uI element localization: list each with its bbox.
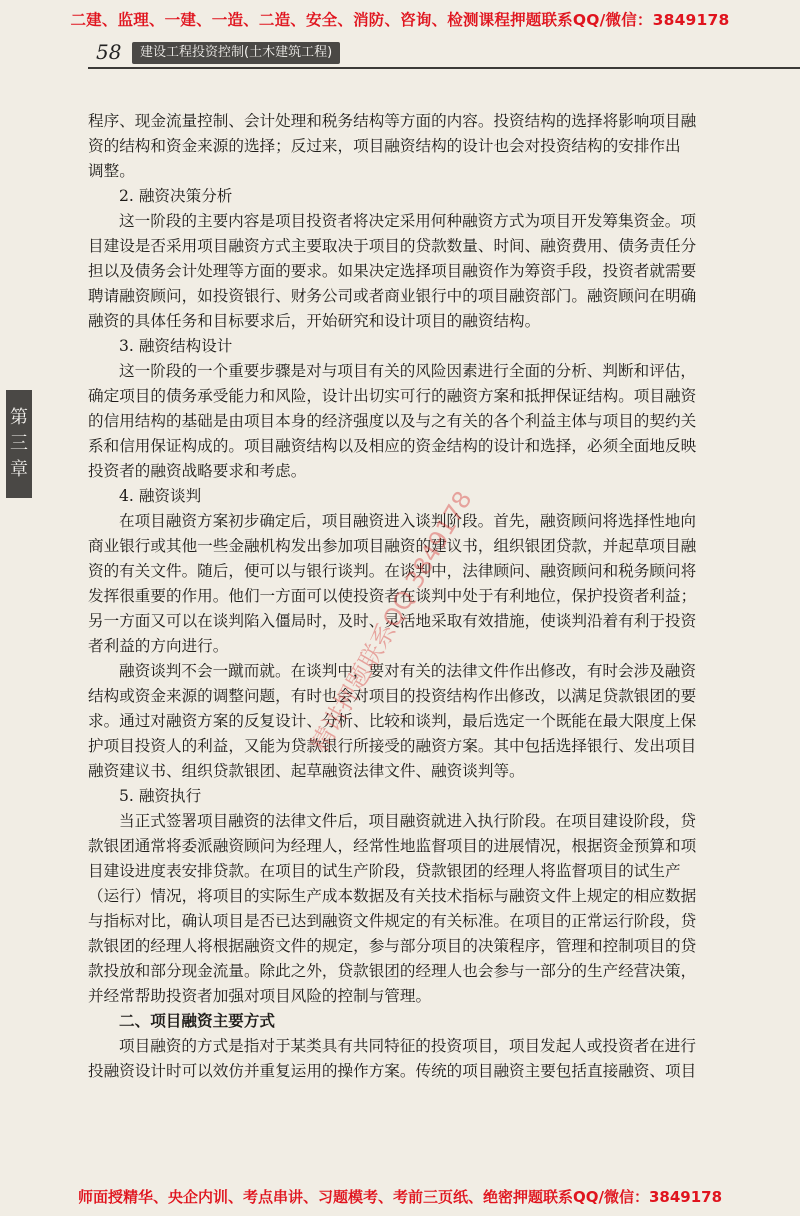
text-line: 聘请融资顾问，如投资银行、财务公司或者商业银行中的项目融资部门。融资顾问在明确: [88, 287, 697, 305]
text-line: 融资的具体任务和目标要求后，开始研究和设计项目的融资结构。: [88, 312, 541, 330]
text-line: 另一方面又可以在谈判陷入僵局时，及时、灵活地采取有效措施，使谈判沿着有利于投资: [88, 612, 697, 630]
text-line: 这一阶段的主要内容是项目投资者将决定采用何种融资方式为项目开发筹集资金。项: [119, 212, 696, 230]
text-line: 投融资设计时可以效仿并重复运用的操作方案。传统的项目融资主要包括直接融资、项目: [88, 1062, 697, 1080]
header-rule: [88, 67, 800, 69]
text-line: 与指标对比，确认项目是否已达到融资文件规定的有关标准。在项目的正常运行阶段，贷: [88, 912, 697, 930]
section-heading: 4. 融资谈判: [119, 487, 202, 505]
text-line: 融资谈判不会一蹴而就。在谈判中，要对有关的法律文件作出修改，有时会涉及融资: [119, 662, 696, 680]
section-heading: 5. 融资执行: [119, 787, 202, 805]
text-line: 调整。: [88, 162, 135, 180]
text-line: 系和信用保证构成的。项目融资结构以及相应的资金结构的设计和选择，必须全面地反映: [88, 437, 697, 455]
chapter-tab-char: 三: [10, 433, 28, 454]
text-line: 目建设是否采用项目融资方式主要取决于项目的贷款数量、时间、融资费用、债务责任分: [88, 237, 697, 255]
text-line: （运行）情况，将项目的实际生产成本数据及有关技术指标与融资文件上规定的相应数据: [88, 887, 697, 905]
text-line: 资的有关文件。随后，便可以与银行谈判。在谈判中，法律顾问、融资顾问和税务顾问将: [88, 562, 697, 580]
top-ad-banner: 二建、监理、一建、一造、二造、安全、消防、咨询、检测课程押题联系QQ/微信：3849178: [70, 11, 730, 29]
text-line: 确定项目的债务承受能力和风险，设计出切实可行的融资方案和抵押保证结构。项目融资: [88, 387, 697, 405]
text-line: 目建设进度表安排贷款。在项目的试生产阶段，贷款银团的经理人将监督项目的试生产: [88, 862, 681, 880]
text-line: 融资建议书、组织贷款银团、起草融资法律文件、融资谈判等。: [88, 762, 525, 780]
text-line: 款银团通常将委派融资顾问为经理人，经常性地监督项目的进展情况，根据资金预算和项: [88, 837, 697, 855]
section-heading: 2. 融资决策分析: [119, 187, 233, 205]
text-line: 者利益的方向进行。: [88, 637, 229, 655]
book-title: 建设工程投资控制(土木建筑工程): [132, 42, 340, 64]
chapter-tab-char: 章: [10, 459, 28, 480]
text-line: 结构或资金来源的调整问题，有时也会对项目的投资结构作出修改，以满足贷款银团的要: [88, 687, 697, 705]
text-line: 商业银行或其他一些金融机构发出参加项目融资的建议书，组织银团贷款，并起草项目融: [88, 537, 697, 555]
section-heading: 二、项目融资主要方式: [119, 1012, 275, 1030]
text-line: 的信用结构的基础是由项目本身的经济强度以及与之有关的各个利益主体与项目的契约关: [88, 412, 697, 430]
text-line: 担以及债务会计处理等方面的要求。如果决定选择项目融资作为筹资手段，投资者就需要: [88, 262, 697, 280]
bottom-ad-banner: 师面授精华、央企内训、考点串讲、习题模考、考前三页纸、绝密押题联系QQ/微信：3849178: [77, 1188, 723, 1206]
text-line: 项目融资的方式是指对于某类具有共同特征的投资项目，项目发起人或投资者在进行: [119, 1037, 696, 1055]
text-line: 款投放和部分现金流量。除此之外，贷款银团的经理人也会参与一部分的生产经营决策，: [88, 962, 697, 980]
section-heading: 3. 融资结构设计: [119, 337, 233, 355]
text-line: 在项目融资方案初步确定后，项目融资进入谈判阶段。首先，融资顾问将选择性地向: [119, 512, 696, 530]
page-header: [88, 40, 800, 70]
text-line: 并经常帮助投资者加强对项目风险的控制与管理。: [88, 987, 432, 1005]
chapter-tab-char: 第: [10, 407, 28, 428]
text-line: 款银团的经理人将根据融资文件的规定，参与部分项目的决策程序，管理和控制项目的贷: [88, 937, 697, 955]
text-line: 当正式签署项目融资的法律文件后，项目融资就进入执行阶段。在项目建设阶段，贷: [119, 812, 696, 830]
text-line: 护项目投资人的利益，又能为贷款银行所接受的融资方案。其中包括选择银行、发出项目: [88, 737, 697, 755]
text-line: 这一阶段的一个重要步骤是对与项目有关的风险因素进行全面的分析、判断和评估，: [119, 362, 696, 380]
text-line: 投资者的融资战略要求和考虑。: [88, 462, 307, 480]
text-line: 程序、现金流量控制、会计处理和税务结构等方面的内容。投资结构的选择将影响项目融: [88, 112, 697, 130]
page-number: 58: [96, 40, 122, 64]
text-line: 资的结构和资金来源的选择；反过来，项目融资结构的设计也会对投资结构的安排作出: [88, 137, 681, 155]
text-line: 求。通过对融资方案的反复设计、分析、比较和谈判，最后选定一个既能在最大限度上保: [88, 712, 697, 730]
text-line: 发挥很重要的作用。他们一方面可以使投资者在谈判中处于有利地位，保护投资者利益；: [88, 587, 697, 605]
watermark: 精讲押题联系QQ 3849178: [305, 486, 478, 757]
chapter-tab: [6, 390, 32, 498]
